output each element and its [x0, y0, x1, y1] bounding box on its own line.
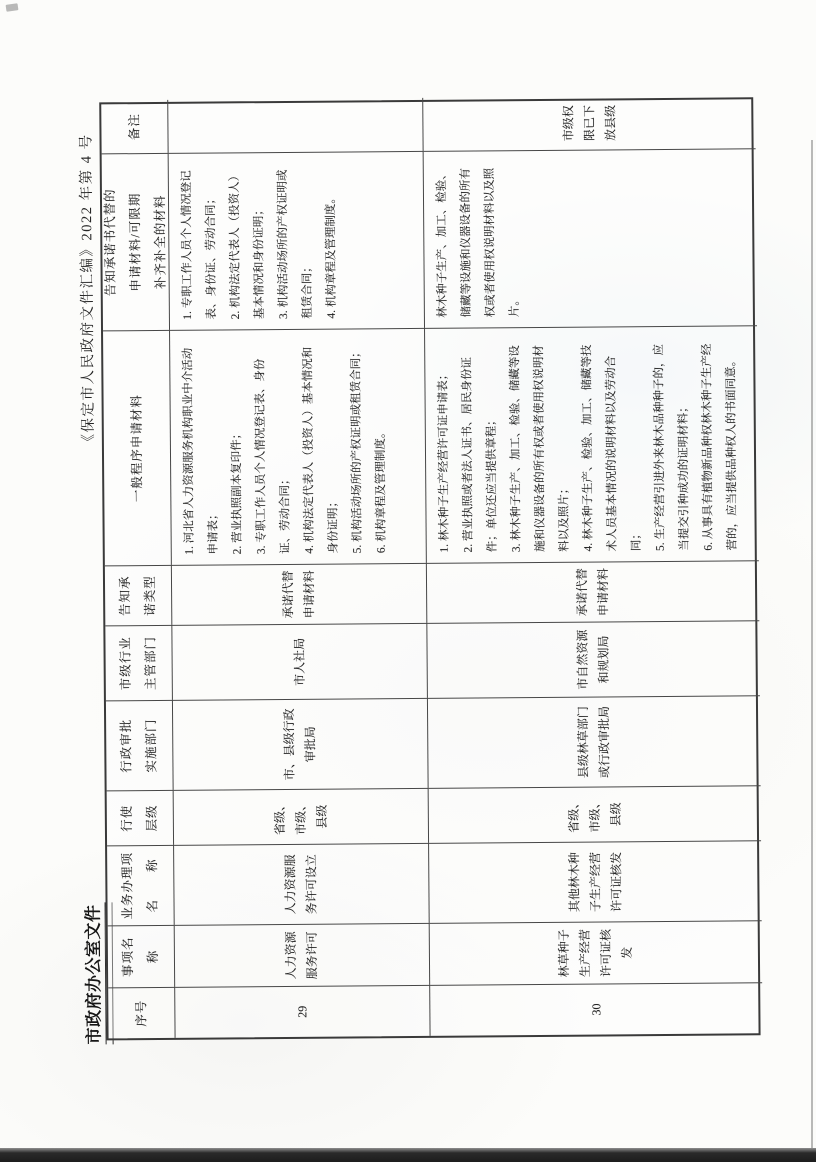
row29-implement-dept: 市、县级行政审批局 [173, 698, 429, 790]
approval-items-table [99, 97, 760, 1040]
row29-general-materials: 1. 河北省人力资源服务机构职业中介活动申请表； 2. 营业执照副本复印件； 3. 专职工作人员个人情况登记表、身份证、劳动合同； 4. 机构法定代表人（投资人）基本情况和身份证明； 5. 机构活动场所的产权证明或租赁合同； 6. 机构章程及管理制度。 [170, 328, 427, 565]
row30-exercise-level: 省级、市级、县级 [429, 785, 761, 843]
row30-item-name: 林草种子生产经营许可证核发 [430, 920, 762, 985]
row29-supervising-dept: 市人社局 [172, 623, 428, 700]
header-seq: 序号 [108, 987, 175, 1039]
row30-commitment-materials: 林木种子生产、加工、检验、储藏等设施和仪器设备的所有权或者使用权说明材料以及照片。 [424, 148, 757, 328]
row30-general-materials: 1. 林木种子生产经营许可证申请表； 2. 营业执照或者法人证书、居民身份证件；单位还应当提供章程； 3. 林木种子生产、加工、检验、储藏等设施和仪器设备的所有权或者使用权说明材料以及照片； 4. 林木种子生产、检验、加工、储藏等技术人员基本情况的说明材料以及劳动合同； 5. 生产经营引进外来林木品种种子的，应当提交引种成功的证明材料； 6. 从事具有植物新品种权林木种子生产经营的，应当提供品种权人的书面同意。 [425, 325, 759, 563]
row29-commitment-type: 承诺代替申请材料 [172, 563, 427, 625]
scan-bottom-shadow [0, 1148, 816, 1162]
row30-remarks: 市级权限已下放县级 [560, 104, 618, 142]
header-item-name: 事项名称 [108, 925, 175, 988]
header-business-item: 业务办理项 名 称 [107, 845, 175, 926]
doc-category-label: 市政府办公室文件 [83, 904, 104, 1045]
row30-business-item: 其他林木种子生产经营许可证核发 [429, 840, 762, 923]
header-general-materials: 一般程序申请材料 [103, 330, 172, 566]
row29-commitment-materials: 1. 专职工作人员个人情况登记表、身份证、劳动合同； 2. 机构法定代表人（投资人）基本情况和身份证明； 3. 机构活动场所的产权证明或租赁合同； 4. 机构章程及管理制度。 [169, 151, 425, 330]
row30-seq: 30 [430, 982, 762, 1036]
publication-header: 《保定市人民政府文件汇编》2022 年第 4 号 [78, 133, 97, 449]
header-implement-dept: 行政审批 实施部门 [106, 700, 174, 791]
row29-seq: 29 [175, 985, 430, 1038]
row30-supervising-dept: 市自然资源和规划局 [427, 620, 760, 698]
row29-remarks [168, 98, 423, 153]
header-commitment-materials: 告知承诺书代替的 申请材料/可限期 补齐补全的材料 [102, 153, 170, 331]
row30-commitment-type: 承诺代替申请材料 [427, 560, 759, 623]
header-commitment-type: 告知承 诺类型 [105, 565, 172, 626]
row29-item-name: 人力资源服务许可 [175, 923, 430, 987]
header-exercise-level: 行使 层级 [107, 790, 174, 846]
header-remarks: 备注 [101, 100, 168, 154]
row29-exercise-level: 省级、市级、县级 [174, 788, 429, 845]
header-supervising-dept: 市级行业 主管部门 [105, 625, 173, 701]
row29-business-item: 人力资源服务许可设立 [174, 843, 430, 925]
scan-page-right-edge [811, 140, 813, 1150]
row30-implement-dept: 县级林草部门或行政审批局 [428, 695, 761, 788]
